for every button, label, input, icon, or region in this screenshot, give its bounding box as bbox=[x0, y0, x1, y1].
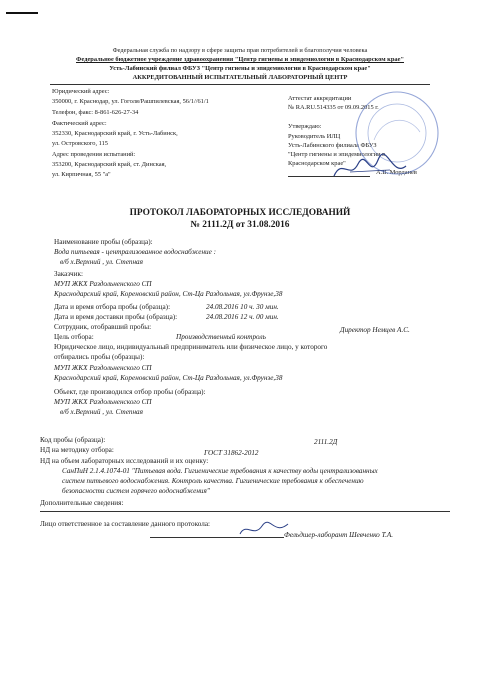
extra-info-label: Дополнительные сведения: bbox=[40, 499, 124, 507]
corner-mark bbox=[6, 12, 38, 14]
body-divider bbox=[40, 511, 450, 512]
protocol-title: ПРОТОКОЛ ЛАБОРАТОРНЫХ ИССЛЕДОВАНИЙ bbox=[129, 208, 351, 218]
sample-code-value: 2111.2Д bbox=[314, 438, 338, 446]
sampling-method-value: ГОСТ 31862-2012 bbox=[204, 449, 259, 457]
approver-signature bbox=[330, 150, 410, 186]
entity-value-2: Краснодарский край, Кореновский район, Ст-Ца Раздольная, ул.Фрунзе,38 bbox=[54, 374, 283, 382]
approver-role-2: Усть-Лабинского филиала ФБУЗ bbox=[288, 142, 377, 149]
nd-value-2: систем питьевого водоснабжения. Контроль качества. Гигиенические требования к обеспечению bbox=[62, 477, 364, 485]
actual-address-line1: 352330, Краснодарский край, г. Усть-Лабинск, bbox=[52, 130, 178, 137]
sampler-value: Директор Немцев А.С. bbox=[340, 326, 410, 334]
tests-address-line2: ул. Кирпичная, 55 "а" bbox=[52, 171, 111, 178]
actual-address-line2: ул. Островского, 115 bbox=[52, 140, 109, 147]
actual-address-label: Фактический адрес: bbox=[52, 120, 107, 127]
entity-label-2: отбирались пробы (образцы): bbox=[54, 353, 145, 361]
delivery-date-value: 24.08.2016 12 ч. 00 мин. bbox=[206, 313, 279, 321]
phone-fax: Телефон, факс: 8-861-626-27-34 bbox=[52, 109, 139, 116]
approver-role-3: "Центр гигиены и эпидемиологии в bbox=[288, 151, 386, 158]
header-branch: Усть-Лабинский филиал ФБУЗ "Центр гигиены и эпидемиологии в Краснодарском крае" bbox=[109, 65, 371, 72]
sampling-date-label: Дата и время отбора пробы (образца): bbox=[54, 303, 171, 311]
nd-value-1: СанПиН 2.1.4.1074-01 "Питьевая вода. Гигиенические требования к качеству воды централизованных bbox=[62, 467, 378, 475]
purpose-label: Цель отбора: bbox=[54, 333, 94, 341]
legal-address-label: Юридический адрес: bbox=[52, 88, 110, 95]
nd-value-3: безопасности систем горячего водоснабжения" bbox=[62, 487, 210, 495]
object-value-2: в/б х.Верхний , ул. Степная bbox=[60, 408, 143, 416]
protocol-number: № 2111.2Д от 31.08.2016 bbox=[190, 220, 290, 230]
tests-address-line1: 353200, Краснодарский край, ст. Динская, bbox=[52, 161, 167, 168]
nd-label: НД на объем лабораторных исследований и их оценку: bbox=[40, 457, 209, 465]
responsible-label: Лицо ответственное за составление данного протокола: bbox=[40, 520, 211, 528]
header-institution: Федеральное бюджетное учреждение здравоохранения "Центр гигиены и эпидемиологии в Краснодарском крае" bbox=[76, 56, 404, 63]
delivery-date-label: Дата и время доставки пробы (образца): bbox=[54, 313, 178, 321]
approver-role-1: Руководитель ИЛЦ bbox=[288, 133, 341, 140]
sampler-label: Сотрудник, отобравший пробы: bbox=[54, 323, 152, 331]
entity-label-1: Юридическое лицо, индивидуальный предприниматель или физическое лицо, у которого bbox=[54, 343, 328, 351]
responsible-value: Фельдшер-лаборант Шевченко Т.А. bbox=[284, 531, 394, 539]
sampling-method-label: НД на методику отбора: bbox=[40, 446, 114, 454]
sampling-date-value: 24.08.2016 10 ч. 30 мин. bbox=[206, 303, 279, 311]
object-label: Объект, где производился отбор пробы (образца): bbox=[54, 388, 206, 396]
header-center: АККРЕДИТОВАННЫЙ ИСПЫТАТЕЛЬНЫЙ ЛАБОРАТОРНЫЙ ЦЕНТР bbox=[132, 74, 348, 81]
approver-name: А.В. Морданев bbox=[376, 169, 417, 176]
header-divider bbox=[50, 84, 430, 85]
object-value-1: МУП ЖКХ Раздольненского СП bbox=[54, 398, 152, 406]
responsible-signature bbox=[236, 516, 292, 542]
sample-name-label: Наименование пробы (образца): bbox=[54, 238, 153, 246]
sample-name-value-2: в/б х.Верхний , ул. Степная bbox=[60, 258, 143, 266]
legal-address-value: 350000, г. Краснодар, ул. Гоголя/Рашпилевская, 56/1//61/1 bbox=[52, 98, 209, 105]
sample-name-value-1: Вода питьевая - централизованное водоснабжение : bbox=[54, 248, 217, 256]
accreditation-label: Аттестат аккредитации bbox=[288, 95, 352, 102]
purpose-value: Производственный контроль bbox=[176, 333, 266, 341]
entity-value-1: МУП ЖКХ Раздольненского СП bbox=[54, 364, 152, 372]
tests-address-label: Адрес проведения испытаний: bbox=[52, 151, 136, 158]
header-ministry: Федеральная служба по надзору в сфере защиты прав потребителей и благополучия человека bbox=[112, 47, 368, 54]
customer-value-1: МУП ЖКХ Раздольненского СП bbox=[54, 280, 152, 288]
approved-label: Утверждаю: bbox=[288, 123, 322, 130]
sample-code-label: Код пробы (образца): bbox=[40, 436, 106, 444]
accreditation-number: № RA.RU.514335 от 09.09.2015 г. bbox=[288, 104, 379, 111]
approver-role-4: Краснодарском крае" bbox=[288, 160, 346, 167]
customer-label: Заказчик: bbox=[54, 270, 84, 278]
customer-value-2: Краснодарский край, Кореновский район, Ст-Ца Раздольная, ул.Фрунзе,38 bbox=[54, 290, 283, 298]
